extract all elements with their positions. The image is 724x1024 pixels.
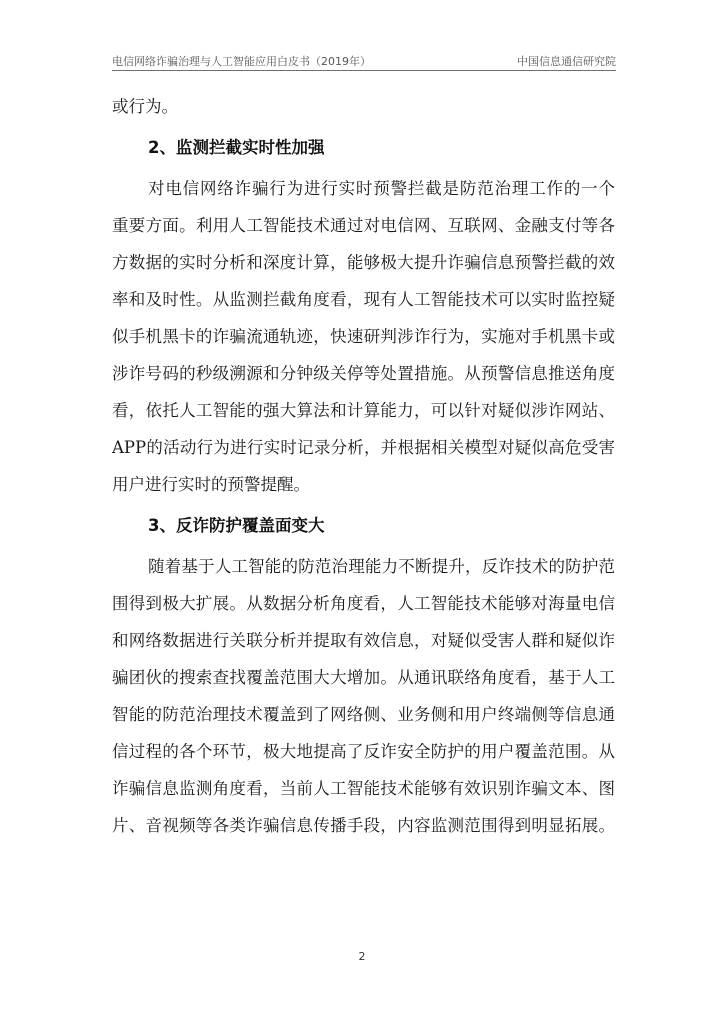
section-2-heading: 2、监测拦截实时性加强 (148, 138, 325, 157)
paragraph-line: 和网络数据进行关联分析并提取有效信息，对疑似受害人群和疑似诈 (112, 631, 615, 650)
paragraph-line: 率和及时性。从监测拦截角度看，现有人工智能技术可以实时监控疑 (112, 290, 615, 309)
section-2-paragraph (112, 170, 615, 503)
paragraph-line: 重要方面。利用人工智能技术通过对电信网、互联网、金融支付等各 (112, 216, 615, 235)
page-header (112, 50, 616, 71)
paragraph-line: 骗团伙的搜索查找覆盖范围大大增加。从通讯联络角度看，基于人工 (112, 668, 615, 687)
paragraph-line: 围得到极大扩展。从数据分析角度看，人工智能技术能够对海量电信 (112, 594, 615, 613)
section-3-heading: 3、反诈防护覆盖面变大 (148, 516, 325, 535)
section-3-paragraph (112, 548, 615, 844)
document-body (112, 88, 615, 844)
intro-line: 或行为。 (112, 97, 178, 116)
paragraph-line: 用户进行实时的预警提醒。 (112, 475, 310, 494)
paragraph-line: 智能的防范治理技术覆盖到了网络侧、业务侧和用户终端侧等信息通 (112, 705, 615, 724)
paragraph-line: 看，依托人工智能的强大算法和计算能力，可以针对疑似涉诈网站、 (112, 401, 615, 420)
paragraph-line: APP的活动行为进行实时记录分析，并根据相关模型对疑似高危受害 (112, 438, 615, 457)
paragraph-line: 随着基于人工智能的防范治理能力不断提升，反诈技术的防护范 (148, 557, 615, 576)
header-organization: 中国信息通信研究院 (517, 55, 616, 68)
page-number: 2 (358, 950, 366, 963)
paragraph-line: 似手机黑卡的诈骗流通轨迹，快速研判涉诈行为，实施对手机黑卡或 (112, 327, 615, 346)
paragraph-line: 方数据的实时分析和深度计算，能够极大提升诈骗信息预警拦截的效 (112, 253, 615, 272)
paragraph-line: 信过程的各个环节，极大地提高了反诈安全防护的用户覆盖范围。从 (112, 742, 615, 761)
paragraph-line: 诈骗信息监测角度看，当前人工智能技术能够有效识别诈骗文本、图 (112, 779, 615, 798)
header-title: 电信网络诈骗治理与人工智能应用白皮书（2019年） (112, 55, 371, 68)
paragraph-line: 涉诈号码的秒级溯源和分钟级关停等处置措施。从预警信息推送角度 (112, 364, 615, 383)
paragraph-line: 片、音视频等各类诈骗信息传播手段，内容监测范围得到明显拓展。 (112, 816, 615, 835)
paragraph-line: 对电信网络诈骗行为进行实时预警拦截是防范治理工作的一个 (148, 179, 615, 198)
